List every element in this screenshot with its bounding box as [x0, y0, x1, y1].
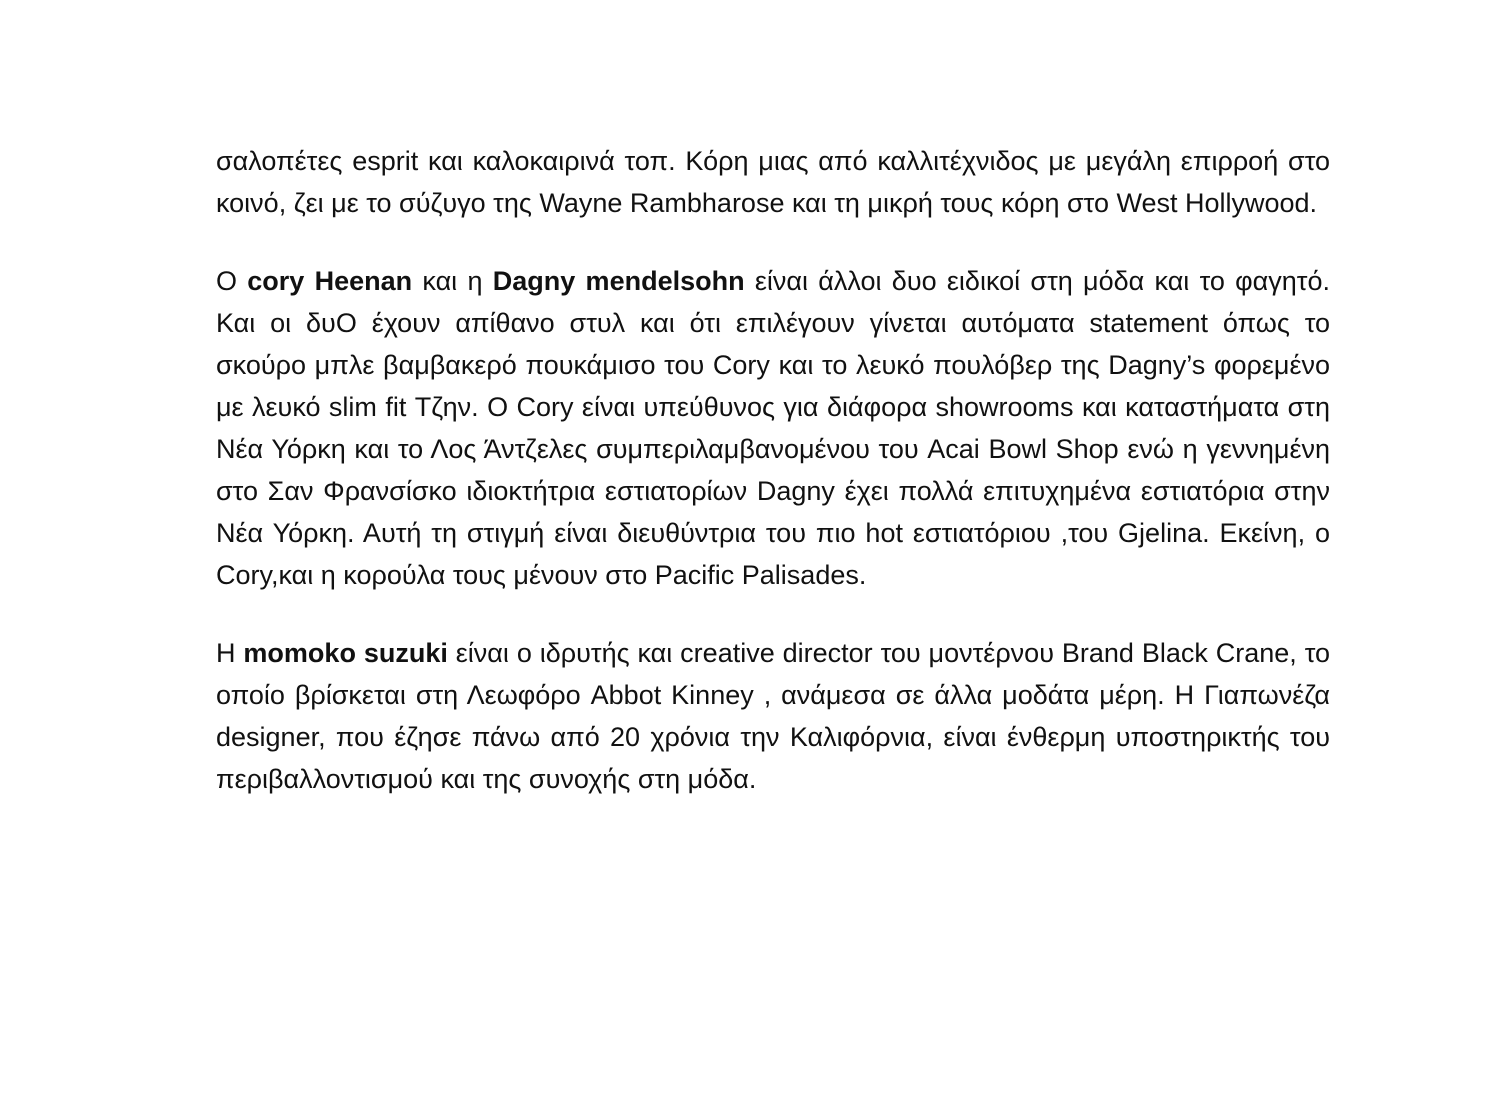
paragraph-2-conjunction: και η	[412, 266, 493, 296]
paragraph-2	[216, 260, 1330, 596]
name-dagny-mendelsohn: Dagny mendelsohn	[492, 266, 745, 296]
paragraph-3-body: είναι ο ιδρυτής και creative director του μοντέρνου Brand Black Crane, το οποίο βρίσκεται στη Λεωφόρο Abbot Kinney , ανάμεσα σε άλλα μοδάτα μέρη. Η Γιαπωνέζα designer, που έζησε πάνω από 20 χρόνια την Καλιφόρνια, είναι ένθερμη υποστηρικτής του περιβαλλοντισμού και της συνοχής στη μόδα.	[216, 638, 1331, 794]
paragraph-1-text: σαλοπέτες esprit και καλοκαιρινά τοπ. Κόρη μιας από καλλιτέχνιδος με μεγάλη επιρροή στο κοινό, ζει με το σύζυγο της Wayne Rambharose και τη μικρή τους κόρη στο West Hollywood.	[216, 146, 1330, 218]
name-cory-heenan: cory Heenan	[247, 266, 413, 296]
paragraph-3	[216, 632, 1330, 800]
body-text	[216, 140, 1330, 800]
paragraph-3-intro: Η	[216, 638, 244, 668]
paragraph-1	[216, 140, 1330, 224]
paragraph-2-body: είναι άλλοι δυο ειδικοί στη μόδα και το φαγητό. Και οι δυΟ έχουν απίθανο στυλ και ότι επιλέγουν γίνεται αυτόματα statement όπως το σκούρο μπλε βαμβακερό πουκάμισο του Cory και το λευκό πουλόβερ της Dagny’s φορεμένο με λευκό slim fit Τζην. Ο Cory είναι υπεύθυνος για διάφορα showrooms και καταστήματα στη Νέα Υόρκη και το Λος Άντζελες συμπεριλαμβανομένου του Acai Bowl Shop ενώ η γεννημένη στο Σαν Φρανσίσκο ιδιοκτήτρια εστιατορίων Dagny έχει πολλά επιτυχημένα εστιατόρια στην Νέα Υόρκη. Αυτή τη στιγμή είναι διευθύντρια του πιο hot εστιατόριου ,του Gjelina. Εκείνη, ο Cory,και η κορούλα τους μένουν στο Pacific Palisades.	[216, 266, 1330, 590]
paragraph-2-intro: Ο	[216, 266, 248, 296]
name-momoko-suzuki: momoko suzuki	[243, 638, 448, 668]
